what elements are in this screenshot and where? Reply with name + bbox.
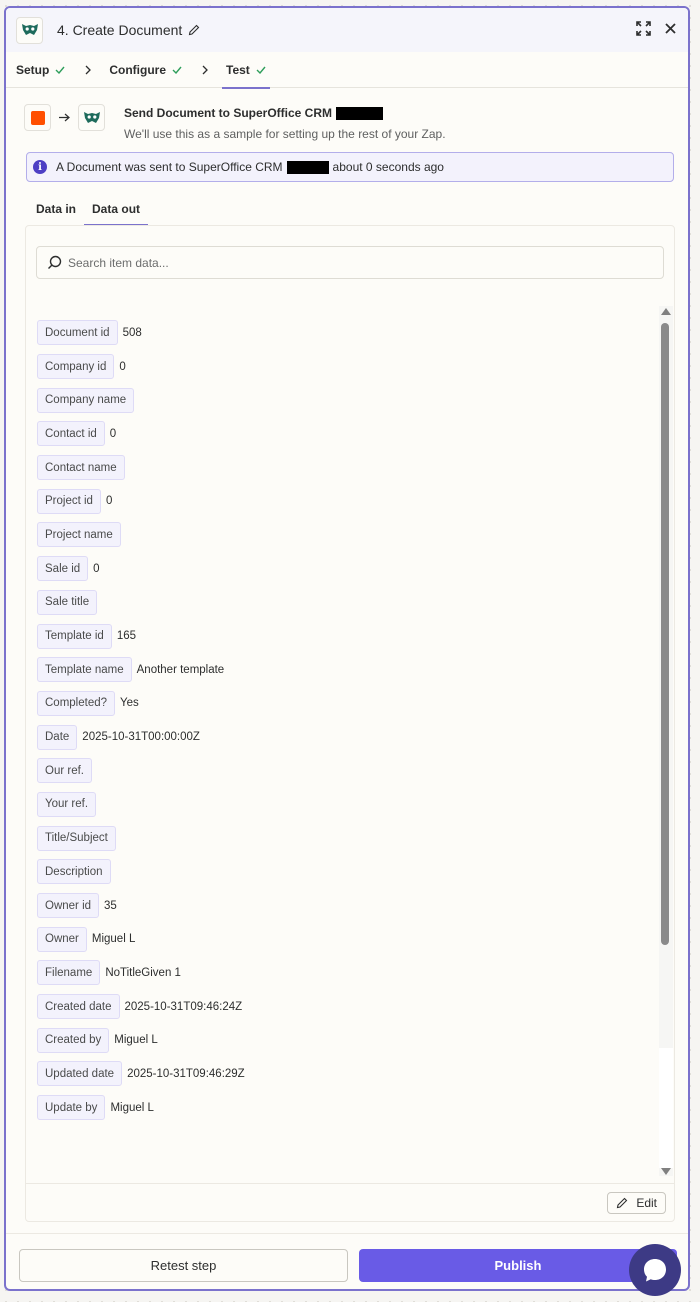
- tab-data-in[interactable]: Data in: [36, 202, 77, 216]
- edit-label: Edit: [636, 1196, 657, 1210]
- retest-step-button[interactable]: Retest step: [19, 1249, 348, 1282]
- field-row: [37, 653, 637, 687]
- field-value: 2025-10-31T09:46:29Z: [127, 1067, 245, 1080]
- close-icon[interactable]: [665, 23, 676, 34]
- field-key[interactable]: Project name: [37, 522, 121, 547]
- chat-bubble-icon: [642, 1257, 668, 1283]
- field-row: [37, 552, 637, 586]
- scrollbar-track-lower: [659, 1048, 673, 1168]
- field-value: Miguel L: [91, 933, 136, 946]
- expand-icon[interactable]: [636, 21, 651, 36]
- publish-button[interactable]: Publish: [359, 1249, 677, 1282]
- redacted-block: [336, 107, 383, 120]
- footer-divider: [6, 1233, 688, 1234]
- field-key[interactable]: Contact name: [37, 455, 125, 480]
- field-row: [37, 1057, 637, 1091]
- field-key[interactable]: Template id: [37, 624, 112, 649]
- field-key[interactable]: Template name: [37, 657, 132, 682]
- data-out-card: [25, 225, 675, 1222]
- field-value: NoTitleGiven 1: [105, 966, 181, 979]
- field-key[interactable]: Updated date: [37, 1061, 122, 1086]
- step-tabs: [6, 52, 688, 88]
- field-key[interactable]: Title/Subject: [37, 826, 116, 851]
- check-icon: [256, 66, 266, 74]
- field-row: [37, 956, 637, 990]
- field-row: [37, 720, 637, 754]
- field-row: [37, 889, 637, 923]
- field-key[interactable]: Document id: [37, 320, 118, 345]
- field-key[interactable]: Owner id: [37, 893, 99, 918]
- check-icon: [55, 66, 65, 74]
- scroll-down-arrow-icon[interactable]: [661, 1168, 671, 1175]
- field-row: [37, 1023, 637, 1057]
- field-value: Another template: [136, 663, 225, 676]
- pencil-icon[interactable]: [188, 24, 200, 36]
- card-divider: [26, 1183, 674, 1184]
- field-value: 2025-10-31T00:00:00Z: [82, 731, 200, 744]
- banner-text: A Document was sent to SuperOffice CRM: [56, 160, 283, 174]
- field-key[interactable]: Description: [37, 859, 111, 884]
- field-value: 508: [122, 326, 142, 339]
- field-key[interactable]: Completed?: [37, 691, 115, 716]
- pencil-icon: [616, 1197, 628, 1209]
- field-row: [37, 383, 637, 417]
- step-setup[interactable]: [16, 52, 65, 88]
- field-value: 165: [116, 630, 136, 643]
- step-title: 4. Create Document: [57, 22, 183, 38]
- field-key[interactable]: Owner: [37, 927, 87, 952]
- chevron-right-icon: [202, 65, 208, 75]
- field-row: [37, 350, 637, 384]
- field-row: [37, 451, 637, 485]
- scroll-up-arrow-icon[interactable]: [661, 308, 671, 315]
- panel-header: [6, 8, 688, 52]
- test-result-banner: [26, 152, 674, 182]
- field-value: 0: [93, 562, 100, 575]
- step-label: Setup: [16, 62, 50, 77]
- trigger-app-icon: [24, 104, 51, 131]
- chevron-right-icon: [85, 65, 91, 75]
- step-editor-panel: [4, 6, 690, 1291]
- field-row: [37, 484, 637, 518]
- field-key[interactable]: Created date: [37, 994, 120, 1019]
- field-key[interactable]: Sale id: [37, 556, 88, 581]
- search-box[interactable]: [36, 246, 664, 279]
- field-key[interactable]: Update by: [37, 1095, 105, 1120]
- step-label: Test: [226, 62, 250, 77]
- field-row: [37, 687, 637, 721]
- field-row: [37, 1091, 637, 1125]
- superoffice-logo-icon: [16, 17, 43, 44]
- step-label: Configure: [109, 62, 167, 77]
- field-row: [37, 619, 637, 653]
- field-row: [37, 855, 637, 889]
- field-value: 35: [104, 899, 117, 912]
- superoffice-logo-icon: [78, 104, 105, 131]
- info-icon: i: [33, 160, 47, 174]
- flow-apps: [24, 104, 105, 131]
- flow-title: Send Document to SuperOffice CRM: [124, 106, 333, 120]
- step-test[interactable]: [226, 52, 266, 88]
- banner-time: about 0 seconds ago: [332, 160, 444, 174]
- edit-button[interactable]: [607, 1192, 666, 1214]
- data-tabs: [28, 194, 148, 226]
- field-row: [37, 821, 637, 855]
- field-row: [37, 922, 637, 956]
- field-value: 0: [105, 495, 113, 508]
- field-key[interactable]: Created by: [37, 1028, 109, 1053]
- tab-data-out[interactable]: Data out: [84, 194, 148, 226]
- field-key[interactable]: Your ref.: [37, 792, 96, 817]
- field-row: [37, 316, 637, 350]
- field-value: Miguel L: [110, 1101, 154, 1114]
- chat-support-button[interactable]: [629, 1244, 681, 1296]
- field-value: 0: [109, 427, 117, 440]
- field-key[interactable]: Our ref.: [37, 758, 92, 783]
- field-row: [37, 754, 637, 788]
- field-value: 0: [119, 360, 126, 373]
- field-list: [37, 316, 637, 1125]
- redacted-block: [287, 161, 329, 174]
- scrollbar-thumb[interactable]: [661, 323, 669, 945]
- arrow-right-icon: [59, 113, 70, 122]
- flow-description: [124, 106, 446, 141]
- search-icon: [47, 255, 62, 270]
- field-row: [37, 586, 637, 620]
- field-value: Miguel L: [114, 1034, 158, 1047]
- flow-subtitle: We'll use this as a sample for setting up the rest of your Zap.: [124, 127, 446, 141]
- field-key[interactable]: Filename: [37, 960, 100, 985]
- field-row: [37, 417, 637, 451]
- field-row: [37, 788, 637, 822]
- field-row: [37, 990, 637, 1024]
- field-value: 2025-10-31T09:46:24Z: [124, 1000, 243, 1013]
- field-key[interactable]: Company name: [37, 388, 134, 413]
- field-key[interactable]: Company id: [37, 354, 114, 379]
- field-row: [37, 518, 637, 552]
- field-key[interactable]: Date: [37, 725, 77, 750]
- search-input[interactable]: [68, 256, 628, 270]
- field-key[interactable]: Sale title: [37, 590, 97, 615]
- field-key[interactable]: Contact id: [37, 421, 105, 446]
- step-configure[interactable]: [109, 52, 182, 88]
- field-key[interactable]: Project id: [37, 489, 101, 514]
- check-icon: [172, 66, 182, 74]
- field-value: Yes: [120, 697, 139, 710]
